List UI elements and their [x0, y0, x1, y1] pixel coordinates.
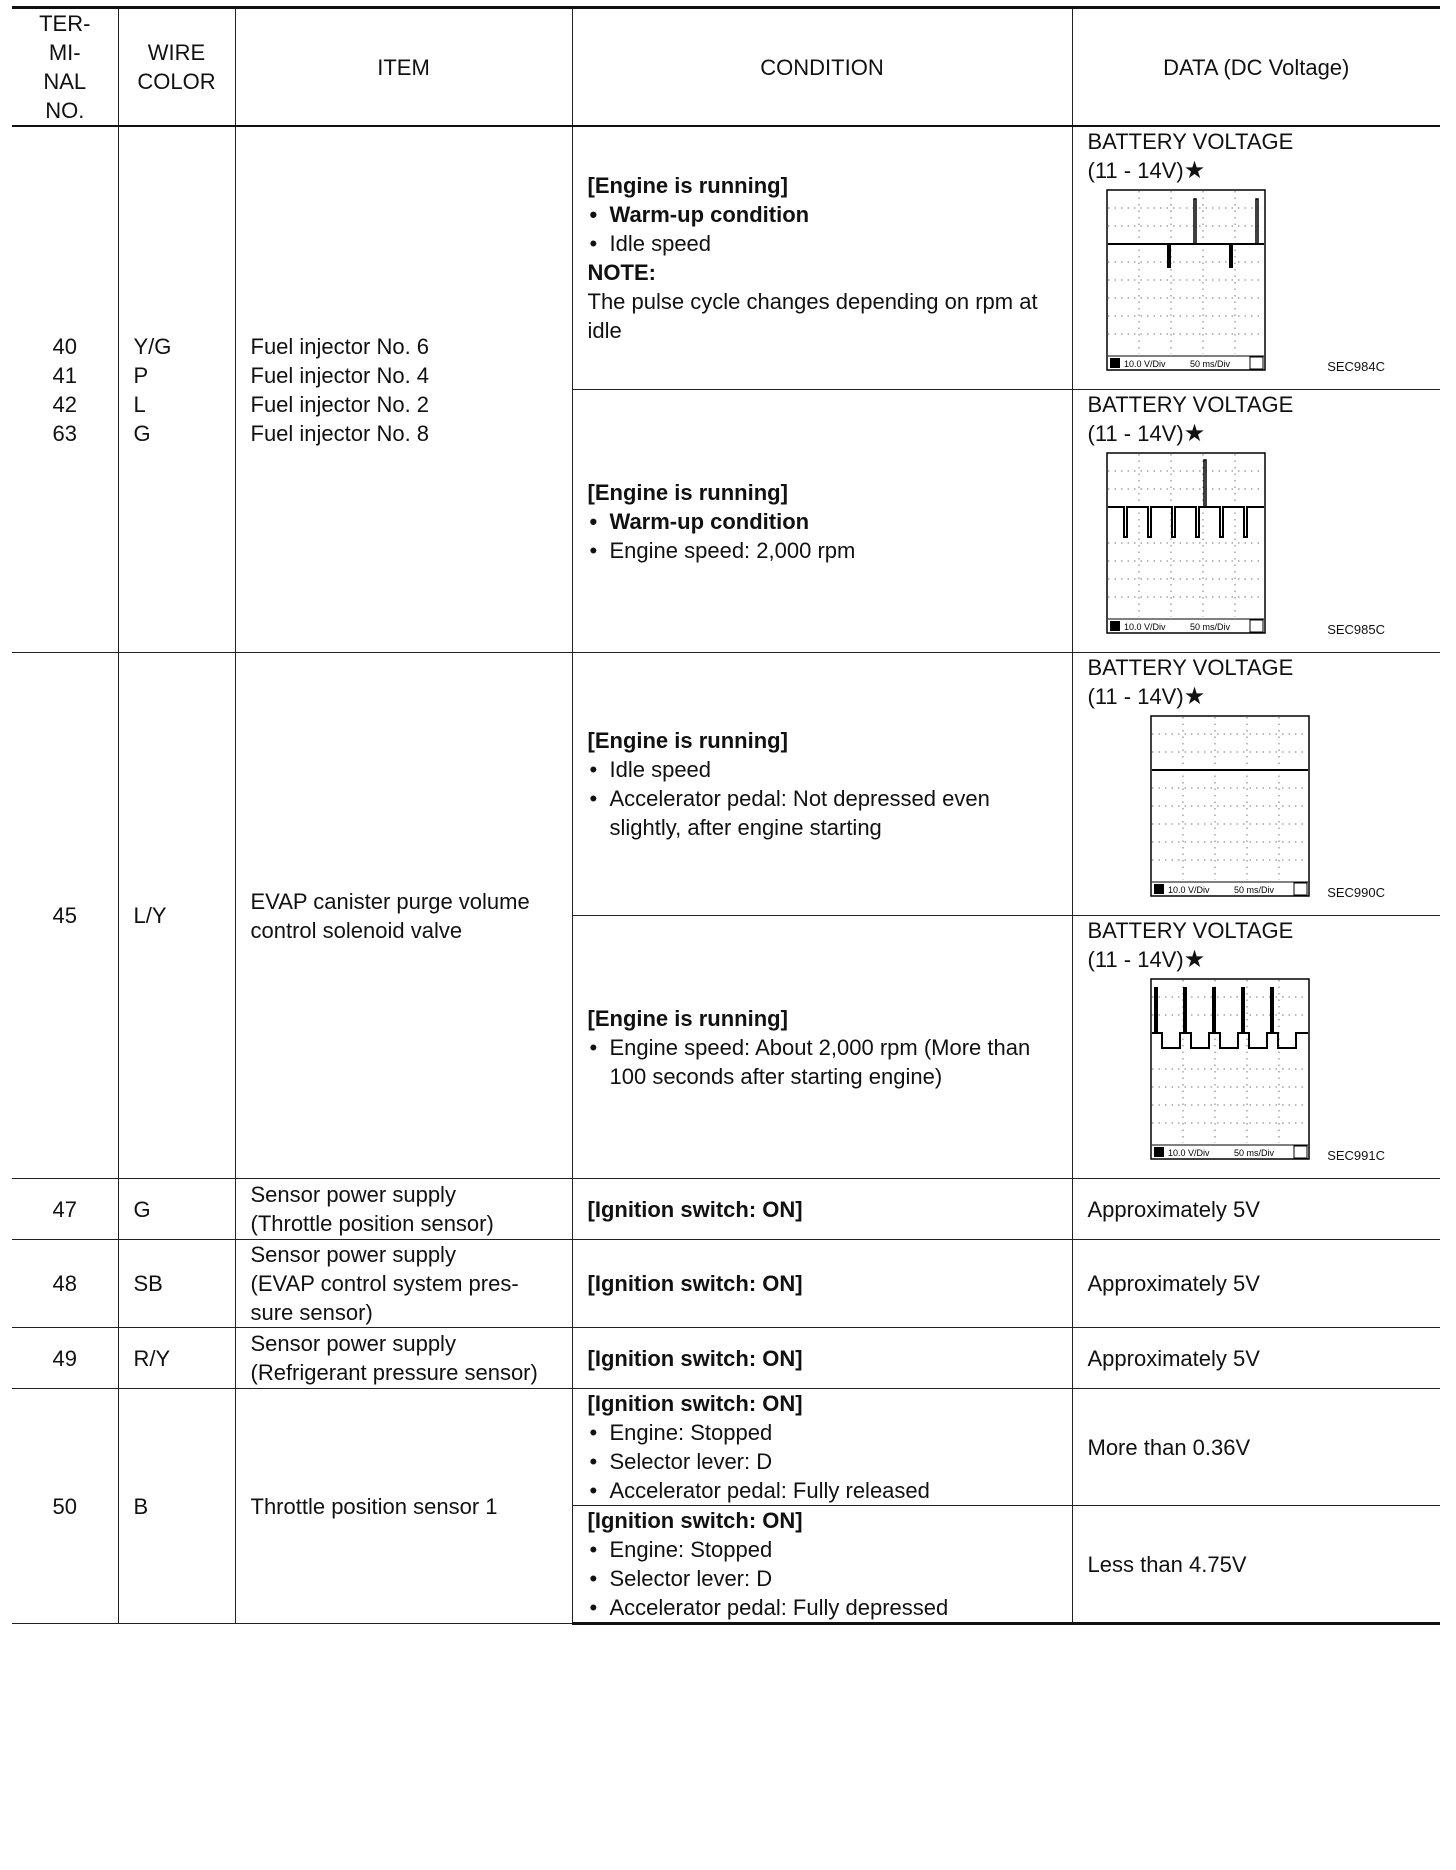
scale-time: 50 ms/Div [1189, 622, 1230, 632]
condition-heading: [Ignition switch: ON] [587, 1391, 803, 1416]
item-line: Sensor power supply [250, 1331, 456, 1356]
condition-bullet-continued: slightly, after engine starting [609, 815, 882, 840]
star-icon: ★ [1183, 157, 1206, 184]
figure-code: SEC990C [1327, 885, 1385, 900]
figure-code: SEC984C [1327, 359, 1385, 374]
table-row [12, 1179, 1440, 1240]
scale-volts: 10.0 V/Div [1123, 622, 1166, 632]
evap-data-2000 [1072, 916, 1440, 1179]
header-wire-line: COLOR [137, 69, 216, 94]
note-text: idle [587, 318, 622, 343]
injector-condition-2000 [572, 390, 1072, 653]
scale-time: 50 ms/Div [1233, 885, 1274, 895]
condition-heading: [Ignition switch: ON] [572, 1328, 1072, 1389]
table-row [12, 1328, 1440, 1389]
item-name [235, 1179, 572, 1240]
data-value: Less than 4.75V [1072, 1506, 1440, 1624]
condition-bullet: • Engine speed: About 2,000 rpm (More than [588, 1033, 1057, 1062]
scale-time: 50 ms/Div [1233, 1148, 1274, 1158]
voltage-label: BATTERY VOLTAGE [1087, 655, 1294, 680]
table-row-evap-idle [12, 653, 1440, 916]
tps-wire-color: B [118, 1389, 235, 1624]
wire-color: SB [118, 1240, 235, 1328]
item-name: Fuel injector No. 8 [250, 420, 430, 446]
condition-heading: [Engine is running] [587, 1005, 788, 1031]
injector-data-idle [1072, 126, 1440, 390]
condition-heading: [Engine is running] [587, 728, 788, 753]
terminal-number: 41 [52, 362, 77, 388]
star-icon: ★ [1183, 946, 1206, 973]
item-name [235, 1328, 572, 1389]
voltage-label: BATTERY VOLTAGE [1087, 918, 1294, 943]
condition-bullet: • Accelerator pedal: Not depressed even [588, 784, 1057, 813]
header-terminal-line: TER- [39, 11, 91, 36]
item-line: Sensor power supply [250, 1182, 456, 1207]
terminal-number: 42 [52, 391, 77, 417]
item-name: Fuel injector No. 2 [250, 391, 430, 417]
wire-color: G [118, 1179, 235, 1240]
star-icon: ★ [1183, 683, 1206, 710]
tps-terminal: 50 [12, 1389, 118, 1624]
item-name: Fuel injector No. 6 [250, 333, 430, 359]
scale-time: 50 ms/Div [1189, 359, 1230, 369]
evap-item [235, 653, 572, 1179]
condition-heading: [Engine is running] [587, 173, 788, 198]
item-line: sure sensor) [250, 1300, 373, 1325]
oscilloscope-waveform-evap-idle [1150, 715, 1310, 897]
voltage-range: (11 - 14V) [1087, 421, 1184, 446]
terminal-number: 48 [12, 1240, 118, 1328]
injector-wire-colors [118, 126, 235, 653]
item-name [235, 1240, 572, 1328]
table-row-tps-released [12, 1389, 1440, 1506]
note-text: The pulse cycle changes depending on rpm at [587, 289, 1038, 314]
header-terminal-line: MI- [48, 40, 81, 65]
data-value: Approximately 5V [1072, 1328, 1440, 1389]
item-name: EVAP canister purge volume [250, 888, 530, 914]
evap-wire-color: L/Y [118, 653, 235, 1179]
condition-bullet: • Warm-up condition [588, 200, 1057, 229]
data-value: Approximately 5V [1072, 1240, 1440, 1328]
tps-condition-depressed [572, 1506, 1072, 1624]
terminal-number: 47 [12, 1179, 118, 1240]
injector-terminals [12, 126, 118, 653]
condition-bullet: • Accelerator pedal: Fully depressed [588, 1593, 1057, 1622]
condition-bullet: • Idle speed [588, 755, 1057, 784]
header-wire-line: WIRE [147, 40, 206, 65]
injector-items [235, 126, 572, 653]
oscilloscope-waveform-inj-idle [1106, 189, 1266, 371]
figure-code: SEC985C [1327, 622, 1385, 637]
tps-item: Throttle position sensor 1 [235, 1389, 572, 1624]
item-line: (Refrigerant pressure sensor) [250, 1360, 538, 1385]
note-label: NOTE: [587, 260, 656, 285]
voltage-label: BATTERY VOLTAGE [1087, 392, 1294, 417]
table-row [12, 1240, 1440, 1328]
condition-heading: [Engine is running] [587, 479, 788, 505]
terminal-data-table [12, 6, 1440, 1625]
star-icon: ★ [1183, 420, 1206, 447]
condition-bullet: • Engine speed: 2,000 rpm [588, 536, 1057, 565]
condition-bullet: • Selector lever: D [588, 1447, 1057, 1476]
evap-condition-idle [572, 653, 1072, 916]
header-wire-color [118, 8, 235, 127]
terminal-number: 40 [52, 333, 77, 359]
oscilloscope-waveform-inj-2000 [1106, 452, 1266, 634]
item-name: control solenoid valve [250, 917, 463, 943]
header-terminal-line: NO. [45, 98, 85, 123]
wire-color: P [133, 362, 149, 388]
scale-volts: 10.0 V/Div [1167, 885, 1210, 895]
condition-heading: [Ignition switch: ON] [572, 1179, 1072, 1240]
terminal-number: 63 [52, 420, 77, 446]
voltage-label: BATTERY VOLTAGE [1087, 129, 1294, 154]
condition-bullet: • Engine: Stopped [588, 1535, 1057, 1564]
condition-bullet: • Warm-up condition [588, 507, 1057, 536]
wire-color: R/Y [118, 1328, 235, 1389]
item-name: Fuel injector No. 4 [250, 362, 430, 388]
header-data: DATA (DC Voltage) [1072, 8, 1440, 127]
table-row-injector-idle [12, 126, 1440, 390]
data-value: More than 0.36V [1072, 1389, 1440, 1506]
condition-bullet: • Idle speed [588, 229, 1057, 258]
condition-bullet: • Engine: Stopped [588, 1418, 1057, 1447]
scale-volts: 10.0 V/Div [1167, 1148, 1210, 1158]
scale-volts: 10.0 V/Div [1123, 359, 1166, 369]
item-line: (Throttle position sensor) [250, 1211, 494, 1236]
voltage-range: (11 - 14V) [1087, 684, 1184, 709]
data-value: Approximately 5V [1072, 1179, 1440, 1240]
terminal-number: 49 [12, 1328, 118, 1389]
item-line: Sensor power supply [250, 1242, 456, 1267]
voltage-range: (11 - 14V) [1087, 158, 1184, 183]
tps-condition-released [572, 1389, 1072, 1506]
condition-heading: [Ignition switch: ON] [587, 1508, 803, 1533]
header-terminal-line: NAL [43, 69, 87, 94]
condition-bullet: • Selector lever: D [588, 1564, 1057, 1593]
oscilloscope-waveform-evap-2000 [1150, 978, 1310, 1160]
wire-color: G [133, 420, 151, 446]
evap-terminal: 45 [12, 653, 118, 1179]
evap-condition-2000 [572, 916, 1072, 1179]
condition-bullet-continued: 100 seconds after starting engine) [609, 1063, 943, 1089]
header-row [12, 8, 1440, 127]
condition-bullet: • Accelerator pedal: Fully released [588, 1476, 1057, 1505]
header-item: ITEM [235, 8, 572, 127]
figure-code: SEC991C [1327, 1148, 1385, 1163]
header-condition: CONDITION [572, 8, 1072, 127]
voltage-range: (11 - 14V) [1087, 947, 1184, 972]
injector-condition-idle [572, 126, 1072, 390]
injector-data-2000 [1072, 390, 1440, 653]
evap-data-idle [1072, 653, 1440, 916]
wire-color: L [133, 391, 146, 417]
condition-heading: [Ignition switch: ON] [572, 1240, 1072, 1328]
header-terminal [12, 8, 118, 127]
item-line: (EVAP control system pres- [250, 1271, 519, 1296]
wire-color: Y/G [133, 333, 172, 359]
